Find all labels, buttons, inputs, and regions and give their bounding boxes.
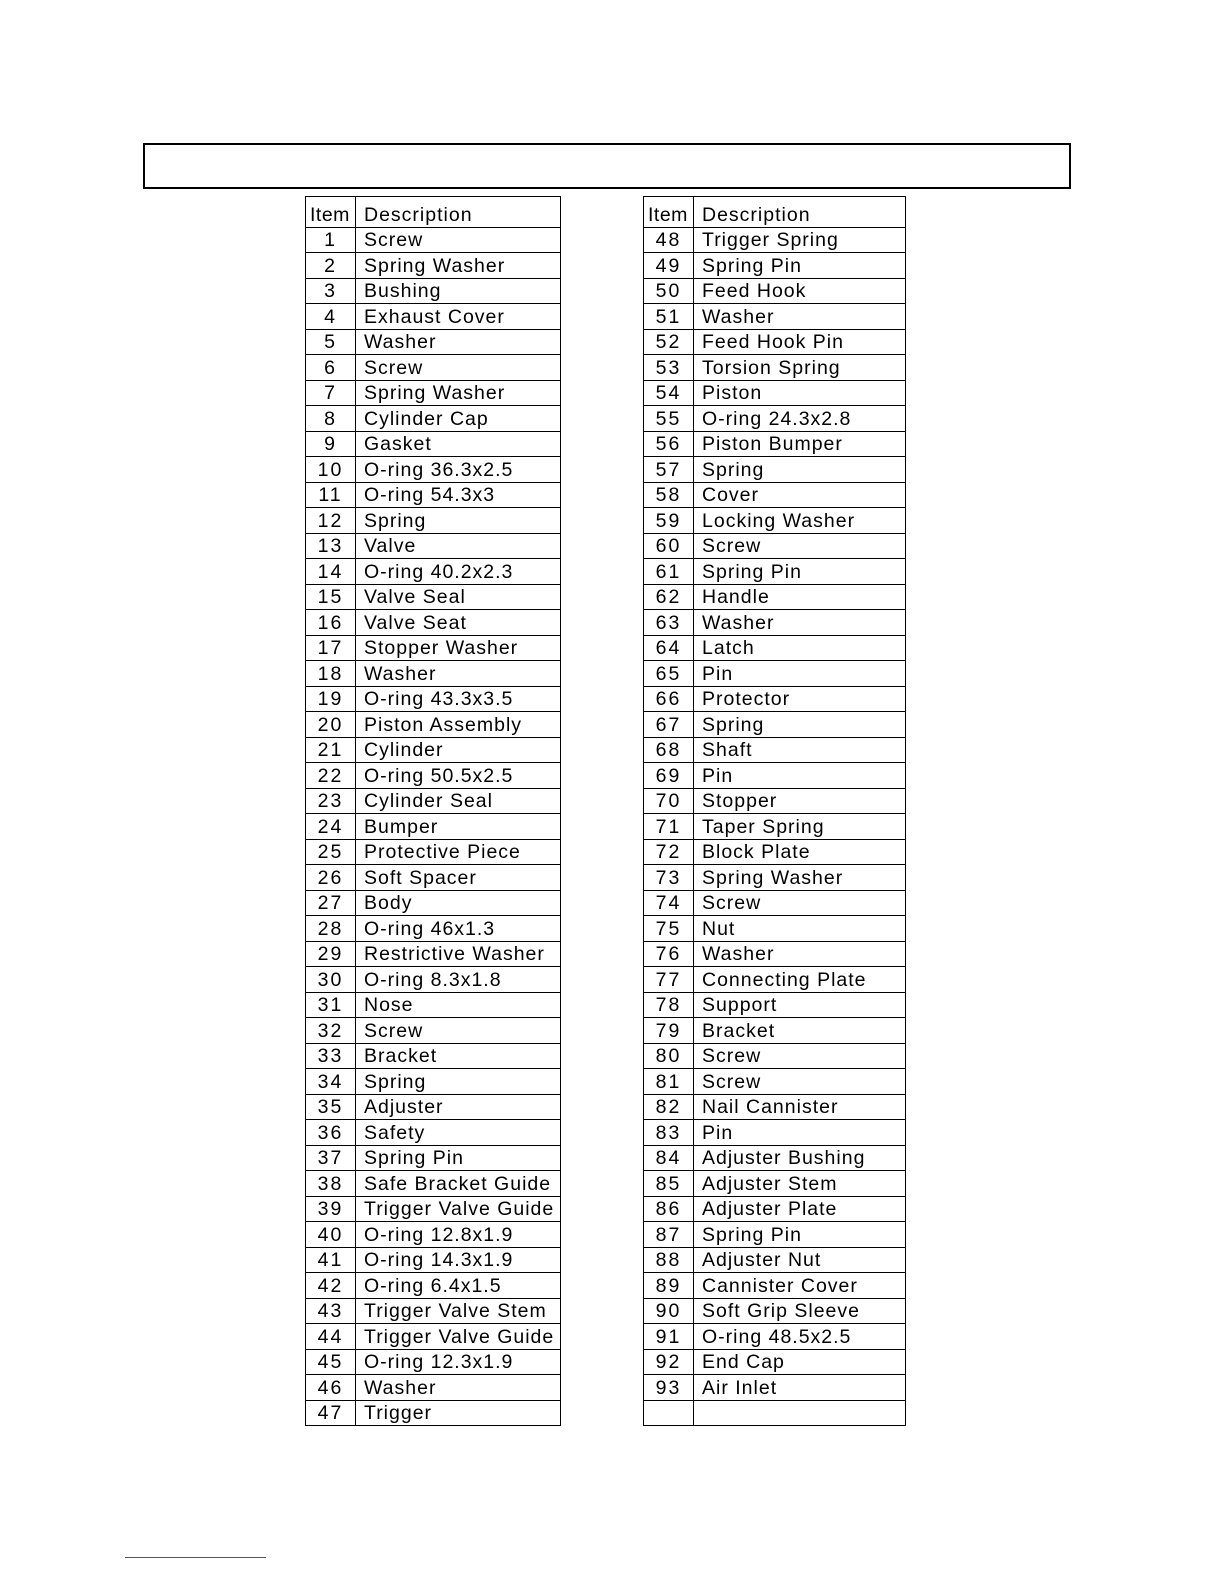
item-number: 56 [644, 431, 694, 457]
table-row [306, 1222, 561, 1248]
table-row [306, 1069, 561, 1095]
table-row [306, 1120, 561, 1146]
item-number: 67 [644, 712, 694, 738]
table-row [644, 1043, 906, 1069]
parts-table-left [305, 196, 561, 1426]
item-number: 86 [644, 1196, 694, 1222]
item-number: 90 [644, 1298, 694, 1324]
item-description: Screw [694, 890, 906, 916]
item-number: 4 [306, 304, 356, 330]
item-number: 25 [306, 839, 356, 865]
table-row [306, 635, 561, 661]
item-description: Torsion Spring [694, 355, 906, 381]
table-row [306, 329, 561, 355]
item-description: Piston Assembly [356, 712, 561, 738]
item-description: Bracket [694, 1018, 906, 1044]
table-row [644, 916, 906, 942]
item-description: O-ring 48.5x2.5 [694, 1324, 906, 1350]
table-header-row [306, 197, 561, 228]
table-header-row [644, 197, 906, 228]
item-description: End Cap [694, 1349, 906, 1375]
table-row [644, 661, 906, 687]
item-number: 78 [644, 992, 694, 1018]
item-description: O-ring 8.3x1.8 [356, 967, 561, 993]
item-number: 93 [644, 1375, 694, 1401]
table-row [306, 763, 561, 789]
item-description: Screw [356, 1018, 561, 1044]
item-number: 74 [644, 890, 694, 916]
item-description: Trigger [356, 1400, 561, 1426]
item-number: 36 [306, 1120, 356, 1146]
item-description: Screw [356, 227, 561, 253]
table-row [644, 406, 906, 432]
item-number: 15 [306, 584, 356, 610]
table-row [644, 1171, 906, 1197]
item-number: 81 [644, 1069, 694, 1095]
item-number: 80 [644, 1043, 694, 1069]
item-description: Bumper [356, 814, 561, 840]
item-description: Safety [356, 1120, 561, 1146]
item-number: 64 [644, 635, 694, 661]
item-number: 59 [644, 508, 694, 534]
item-description: Adjuster [356, 1094, 561, 1120]
item-description: Piston Bumper [694, 431, 906, 457]
item-description: Adjuster Nut [694, 1247, 906, 1273]
item-description: Restrictive Washer [356, 941, 561, 967]
item-number: 45 [306, 1349, 356, 1375]
table-row [644, 1120, 906, 1146]
table-row [306, 508, 561, 534]
item-description: Connecting Plate [694, 967, 906, 993]
item-description: Pin [694, 661, 906, 687]
item-description: Feed Hook Pin [694, 329, 906, 355]
item-number: 68 [644, 737, 694, 763]
item-number: 58 [644, 482, 694, 508]
item-number: 75 [644, 916, 694, 942]
parts-list-right [644, 227, 906, 1426]
table-row [644, 788, 906, 814]
table-row [644, 1222, 906, 1248]
item-description: Cylinder [356, 737, 561, 763]
item-description: Valve Seal [356, 584, 561, 610]
item-number: 73 [644, 865, 694, 891]
table-row [644, 304, 906, 330]
item-description: Spring Pin [694, 1222, 906, 1248]
item-number: 87 [644, 1222, 694, 1248]
item-description: Trigger Spring [694, 227, 906, 253]
item-number: 55 [644, 406, 694, 432]
item-number: 33 [306, 1043, 356, 1069]
table-row [306, 559, 561, 585]
item-number: 85 [644, 1171, 694, 1197]
item-description: O-ring 46x1.3 [356, 916, 561, 942]
table-row [644, 278, 906, 304]
item-description: Washer [356, 329, 561, 355]
item-number: 50 [644, 278, 694, 304]
item-number: 49 [644, 253, 694, 279]
item-number: 70 [644, 788, 694, 814]
item-description: Screw [694, 1043, 906, 1069]
item-number: 9 [306, 431, 356, 457]
item-number: 11 [306, 482, 356, 508]
item-description: Valve [356, 533, 561, 559]
item-description: Spring [694, 457, 906, 483]
item-description: Spring [694, 712, 906, 738]
table-row [306, 610, 561, 636]
item-description: Trigger Valve Stem [356, 1298, 561, 1324]
item-description: O-ring 12.8x1.9 [356, 1222, 561, 1248]
item-description: Nose [356, 992, 561, 1018]
item-number: 16 [306, 610, 356, 636]
item-number: 44 [306, 1324, 356, 1350]
item-number: 57 [644, 457, 694, 483]
item-number: 66 [644, 686, 694, 712]
item-number [644, 1400, 694, 1426]
table-row [644, 814, 906, 840]
table-row [644, 559, 906, 585]
item-description: Cannister Cover [694, 1273, 906, 1299]
item-description: O-ring 43.3x3.5 [356, 686, 561, 712]
item-number: 79 [644, 1018, 694, 1044]
table-row [306, 839, 561, 865]
item-description: Protective Piece [356, 839, 561, 865]
table-row [644, 712, 906, 738]
table-row [644, 1196, 906, 1222]
item-number: 71 [644, 814, 694, 840]
item-number: 10 [306, 457, 356, 483]
item-description: Protector [694, 686, 906, 712]
table-row [644, 1069, 906, 1095]
item-description: Bracket [356, 1043, 561, 1069]
item-description: Locking Washer [694, 508, 906, 534]
item-number: 83 [644, 1120, 694, 1146]
item-description: Bushing [356, 278, 561, 304]
table-row [306, 1375, 561, 1401]
item-description: Cylinder Cap [356, 406, 561, 432]
table-row [644, 1247, 906, 1273]
footnote-rule [125, 1557, 266, 1558]
table-row [644, 1375, 906, 1401]
table-row [644, 941, 906, 967]
item-description: Screw [356, 355, 561, 381]
item-description: O-ring 50.5x2.5 [356, 763, 561, 789]
item-description: Spring Washer [356, 380, 561, 406]
item-number: 7 [306, 380, 356, 406]
item-number: 69 [644, 763, 694, 789]
item-number: 84 [644, 1145, 694, 1171]
item-description: O-ring 12.3x1.9 [356, 1349, 561, 1375]
item-description: Block Plate [694, 839, 906, 865]
item-number: 60 [644, 533, 694, 559]
item-number: 1 [306, 227, 356, 253]
item-description: Support [694, 992, 906, 1018]
table-row [644, 355, 906, 381]
item-number: 77 [644, 967, 694, 993]
item-number: 34 [306, 1069, 356, 1095]
table-row [644, 737, 906, 763]
item-description: Safe Bracket Guide [356, 1171, 561, 1197]
item-number: 54 [644, 380, 694, 406]
item-description: Soft Spacer [356, 865, 561, 891]
item-number: 20 [306, 712, 356, 738]
table-row [306, 1273, 561, 1299]
item-description: Gasket [356, 431, 561, 457]
item-description: Washer [356, 661, 561, 687]
table-row [306, 814, 561, 840]
table-row [306, 788, 561, 814]
item-description: O-ring 6.4x1.5 [356, 1273, 561, 1299]
table-row [644, 635, 906, 661]
item-number: 19 [306, 686, 356, 712]
item-description: Washer [694, 304, 906, 330]
item-number: 23 [306, 788, 356, 814]
table-row [644, 1298, 906, 1324]
item-number: 41 [306, 1247, 356, 1273]
item-description: Trigger Valve Guide [356, 1324, 561, 1350]
item-number: 5 [306, 329, 356, 355]
item-description: Piston [694, 380, 906, 406]
item-number: 43 [306, 1298, 356, 1324]
item-description: Washer [356, 1375, 561, 1401]
table-row [644, 482, 906, 508]
item-number: 14 [306, 559, 356, 585]
item-number: 40 [306, 1222, 356, 1248]
item-description: Latch [694, 635, 906, 661]
item-description: Spring [356, 1069, 561, 1095]
table-row [644, 890, 906, 916]
item-description: Soft Grip Sleeve [694, 1298, 906, 1324]
item-number: 6 [306, 355, 356, 381]
item-description: O-ring 24.3x2.8 [694, 406, 906, 432]
item-description: Handle [694, 584, 906, 610]
item-description: O-ring 40.2x2.3 [356, 559, 561, 585]
item-number: 47 [306, 1400, 356, 1426]
item-number: 48 [644, 227, 694, 253]
item-number: 22 [306, 763, 356, 789]
header-title-box [143, 143, 1071, 189]
table-row [306, 355, 561, 381]
item-description: Screw [694, 1069, 906, 1095]
item-number: 17 [306, 635, 356, 661]
item-number: 3 [306, 278, 356, 304]
table-row [306, 253, 561, 279]
table-row [644, 992, 906, 1018]
item-number: 51 [644, 304, 694, 330]
item-number: 91 [644, 1324, 694, 1350]
table-row [306, 1196, 561, 1222]
item-number: 18 [306, 661, 356, 687]
item-description: Spring Washer [356, 253, 561, 279]
item-description: Spring Washer [694, 865, 906, 891]
item-description: Screw [694, 533, 906, 559]
table-row [306, 482, 561, 508]
table-row [306, 431, 561, 457]
table-row [306, 1171, 561, 1197]
item-number: 72 [644, 839, 694, 865]
item-description: Nail Cannister [694, 1094, 906, 1120]
item-number: 62 [644, 584, 694, 610]
item-number: 37 [306, 1145, 356, 1171]
item-number: 2 [306, 253, 356, 279]
item-description: O-ring 36.3x2.5 [356, 457, 561, 483]
table-row [306, 584, 561, 610]
table-row [644, 508, 906, 534]
item-number: 63 [644, 610, 694, 636]
item-description: Body [356, 890, 561, 916]
table-row [644, 584, 906, 610]
table-row [644, 1094, 906, 1120]
table-row [306, 1145, 561, 1171]
item-description: Adjuster Bushing [694, 1145, 906, 1171]
table-row [644, 380, 906, 406]
item-number: 31 [306, 992, 356, 1018]
item-description: Feed Hook [694, 278, 906, 304]
item-description: Stopper [694, 788, 906, 814]
item-description: Pin [694, 1120, 906, 1146]
item-description: Pin [694, 763, 906, 789]
table-row [306, 686, 561, 712]
item-number: 32 [306, 1018, 356, 1044]
table-row [306, 1349, 561, 1375]
item-description: Taper Spring [694, 814, 906, 840]
table-row [644, 253, 906, 279]
parts-table-right [643, 196, 906, 1426]
table-row [306, 865, 561, 891]
item-description: Washer [694, 941, 906, 967]
item-number: 39 [306, 1196, 356, 1222]
table-row [644, 457, 906, 483]
item-number: 92 [644, 1349, 694, 1375]
item-description: Washer [694, 610, 906, 636]
table-row [644, 610, 906, 636]
item-description: Shaft [694, 737, 906, 763]
table-row [644, 1349, 906, 1375]
table-row [644, 763, 906, 789]
table-row [644, 1273, 906, 1299]
table-row [306, 278, 561, 304]
item-number: 52 [644, 329, 694, 355]
item-number: 53 [644, 355, 694, 381]
item-number: 26 [306, 865, 356, 891]
item-number: 42 [306, 1273, 356, 1299]
item-number: 35 [306, 1094, 356, 1120]
table-row [306, 380, 561, 406]
item-number: 89 [644, 1273, 694, 1299]
item-description: Stopper Washer [356, 635, 561, 661]
item-description: Spring Pin [694, 253, 906, 279]
item-number: 88 [644, 1247, 694, 1273]
table-row [644, 967, 906, 993]
item-description: Trigger Valve Guide [356, 1196, 561, 1222]
item-description: O-ring 14.3x1.9 [356, 1247, 561, 1273]
item-number: 76 [644, 941, 694, 967]
table-row [306, 737, 561, 763]
table-row [306, 1247, 561, 1273]
table-row [306, 941, 561, 967]
table-row [644, 533, 906, 559]
item-number: 21 [306, 737, 356, 763]
table-row [306, 406, 561, 432]
item-description: Valve Seat [356, 610, 561, 636]
table-row [306, 712, 561, 738]
table-row [306, 227, 561, 253]
column-header-description: Description [694, 197, 906, 228]
item-number: 8 [306, 406, 356, 432]
table-row [644, 1400, 906, 1426]
item-number: 28 [306, 916, 356, 942]
table-row [306, 661, 561, 687]
item-description: Nut [694, 916, 906, 942]
table-row [644, 431, 906, 457]
table-row [644, 227, 906, 253]
item-number: 65 [644, 661, 694, 687]
item-number: 12 [306, 508, 356, 534]
item-description: O-ring 54.3x3 [356, 482, 561, 508]
table-row [306, 1043, 561, 1069]
table-row [306, 967, 561, 993]
item-number: 29 [306, 941, 356, 967]
item-description: Air Inlet [694, 1375, 906, 1401]
item-description: Adjuster Stem [694, 1171, 906, 1197]
parts-list-left [306, 227, 561, 1426]
table-row [644, 839, 906, 865]
item-description: Exhaust Cover [356, 304, 561, 330]
column-header-description: Description [356, 197, 561, 228]
column-header-item: Item [306, 197, 356, 228]
table-row [644, 1145, 906, 1171]
item-description: Cover [694, 482, 906, 508]
table-row [306, 1298, 561, 1324]
table-row [306, 1094, 561, 1120]
table-row [306, 890, 561, 916]
table-row [306, 304, 561, 330]
item-number: 30 [306, 967, 356, 993]
item-number: 38 [306, 1171, 356, 1197]
item-number: 24 [306, 814, 356, 840]
column-header-item: Item [644, 197, 694, 228]
table-row [306, 1018, 561, 1044]
item-description: Adjuster Plate [694, 1196, 906, 1222]
table-row [306, 916, 561, 942]
item-description: Spring Pin [694, 559, 906, 585]
table-row [306, 992, 561, 1018]
table-row [644, 865, 906, 891]
item-number: 82 [644, 1094, 694, 1120]
table-row [644, 1018, 906, 1044]
item-description: Spring [356, 508, 561, 534]
table-row [306, 1400, 561, 1426]
item-description: Cylinder Seal [356, 788, 561, 814]
table-row [306, 1324, 561, 1350]
item-description: Spring Pin [356, 1145, 561, 1171]
item-number: 61 [644, 559, 694, 585]
table-row [644, 1324, 906, 1350]
table-row [644, 329, 906, 355]
item-number: 27 [306, 890, 356, 916]
table-row [306, 457, 561, 483]
table-row [644, 686, 906, 712]
item-number: 13 [306, 533, 356, 559]
table-row [306, 533, 561, 559]
item-number: 46 [306, 1375, 356, 1401]
item-description [694, 1400, 906, 1426]
